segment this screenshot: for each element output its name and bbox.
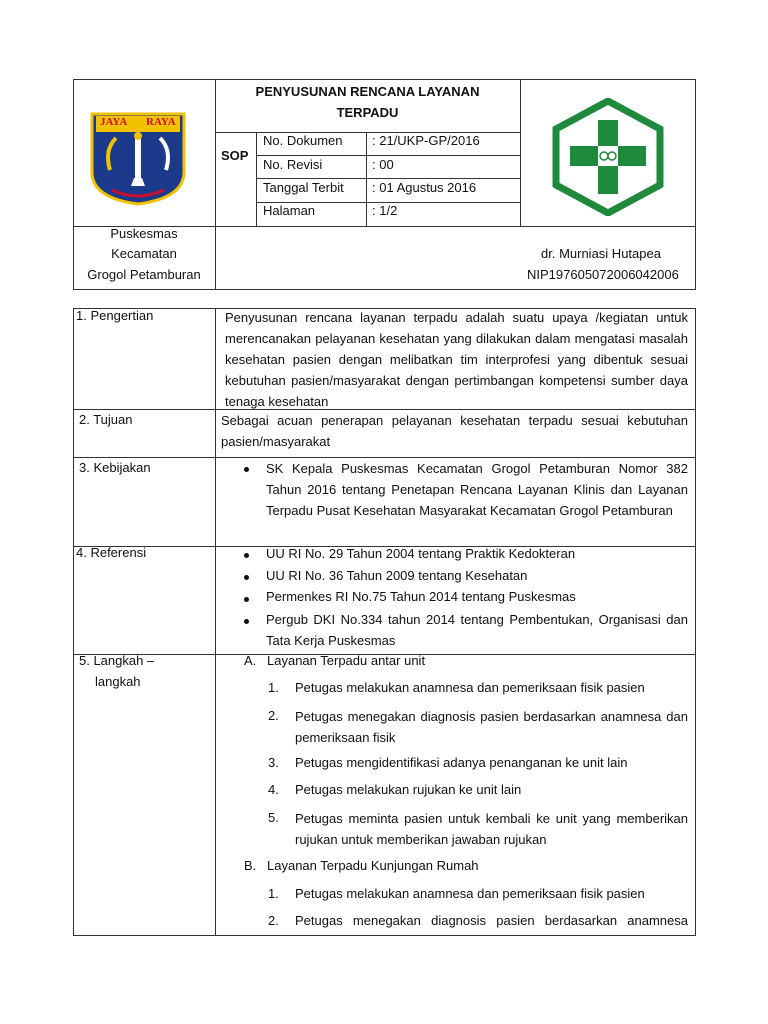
meta-value-tanggal-terbit: : 01 Agustus 2016 bbox=[372, 180, 477, 195]
pengertian-label: 1. Pengertian bbox=[76, 308, 154, 323]
doc-title-line1: PENYUSUNAN RENCANA LAYANAN bbox=[255, 84, 480, 99]
step-text: Petugas meminta pasien untuk kembali ke unit yang memberikan rujukan untuk memberikan jawaban rujukan bbox=[295, 811, 688, 847]
referensi-item: Pergub DKI No.334 tahun 2014 tentang Pembentukan, Organisasi dan Tata Kerja Puskesmas bbox=[266, 612, 688, 648]
logo-text-raya: RAYA bbox=[146, 116, 176, 128]
step-number: 2. bbox=[268, 913, 279, 928]
group-a-title: Layanan Terpadu antar unit bbox=[267, 653, 426, 668]
referensi-item: UU RI No. 36 Tahun 2009 tentang Kesehatan bbox=[266, 568, 528, 583]
kebijakan-label: 3. Kebijakan bbox=[79, 460, 151, 475]
logo-text-jaya: JAYA bbox=[100, 116, 128, 128]
step-number: 3. bbox=[268, 755, 279, 770]
tujuan-label: 2. Tujuan bbox=[79, 412, 133, 427]
step-text: Petugas menegakan diagnosis pasien berdasarkan anamnesa dan pemeriksaan fisik bbox=[295, 709, 688, 745]
meta-value-no-dokumen: : 21/UKP-GP/2016 bbox=[372, 133, 480, 148]
step-number: 2. bbox=[268, 708, 279, 723]
org-line1: Puskesmas bbox=[110, 226, 178, 241]
sop-label: SOP bbox=[221, 148, 249, 163]
langkah-label-line1: 5. Langkah – bbox=[79, 653, 155, 668]
signer-nip: NIP197605072006042006 bbox=[527, 267, 679, 282]
tujuan-text: Sebagai acuan penerapan pelayanan kesehatan terpadu sesuai kebutuhan pasien/masyarakat bbox=[221, 413, 688, 449]
referensi-item: Permenkes RI No.75 Tahun 2014 tentang Puskesmas bbox=[266, 589, 576, 604]
pengertian-text: Penyusunan rencana layanan terpadu adalah suatu upaya /kegiatan untuk merencanakan pelayanan kesehatan yang dilakukan dalam mengatasi masalah kesehatan pasien dengan melibatkan tim interprofesi yang dibentuk sesuai kebutuhan pasien/masyarakat dengan pertimbangan kompetensi sumber daya tenaga kesehatan bbox=[225, 310, 688, 409]
referensi-item: UU RI No. 29 Tahun 2004 tentang Praktik Kedokteran bbox=[266, 546, 576, 561]
step-number: 5. bbox=[268, 810, 279, 825]
bullet-icon bbox=[244, 575, 249, 580]
step-number: 1. bbox=[268, 886, 279, 901]
referensi-label: 4. Referensi bbox=[76, 545, 147, 560]
meta-label-halaman: Halaman bbox=[263, 203, 316, 218]
group-b-marker: B. bbox=[244, 858, 257, 873]
meta-value-no-revisi: : 00 bbox=[372, 157, 394, 172]
bullet-icon bbox=[244, 597, 249, 602]
bullet-icon bbox=[244, 467, 249, 472]
step-number: 4. bbox=[268, 782, 279, 797]
meta-label-tanggal-terbit: Tanggal Terbit bbox=[263, 180, 344, 195]
signer-name: dr. Murniasi Hutapea bbox=[541, 246, 661, 261]
puskesmas-logo bbox=[552, 98, 664, 216]
step-text: Petugas melakukan anamnesa dan pemeriksaan fisik pasien bbox=[295, 680, 645, 695]
step-number: 1. bbox=[268, 680, 279, 695]
meta-label-no-revisi: No. Revisi bbox=[263, 157, 323, 172]
langkah-label-line2: langkah bbox=[95, 674, 141, 689]
group-b-title: Layanan Terpadu Kunjungan Rumah bbox=[267, 858, 479, 873]
step-text: Petugas mengidentifikasi adanya penanganan ke unit lain bbox=[295, 755, 628, 770]
step-text: Petugas melakukan anamnesa dan pemeriksaan fisik pasien bbox=[295, 886, 645, 901]
meta-label-no-dokumen: No. Dokumen bbox=[263, 133, 343, 148]
group-a-marker: A. bbox=[244, 653, 257, 668]
kebijakan-item: SK Kepala Puskesmas Kecamatan Grogol Petamburan Nomor 382 Tahun 2016 tentang Penetapan Rencana Layanan Klinis dan Layanan Terpadu Pusat Kesehatan Masyarakat Kecamatan Grogol Petamburan bbox=[266, 461, 688, 518]
meta-value-halaman: : 1/2 bbox=[372, 203, 398, 218]
step-text: Petugas menegakan diagnosis pasien berdasarkan anamnesa bbox=[295, 913, 688, 928]
org-line2: Kecamatan bbox=[111, 246, 177, 261]
bullet-icon bbox=[244, 619, 249, 624]
bullet-icon bbox=[244, 553, 249, 558]
step-text: Petugas melakukan rujukan ke unit lain bbox=[295, 782, 522, 797]
org-line3: Grogol Petamburan bbox=[87, 267, 201, 282]
doc-title-line2: TERPADU bbox=[336, 105, 399, 120]
jaya-raya-logo bbox=[90, 110, 186, 206]
